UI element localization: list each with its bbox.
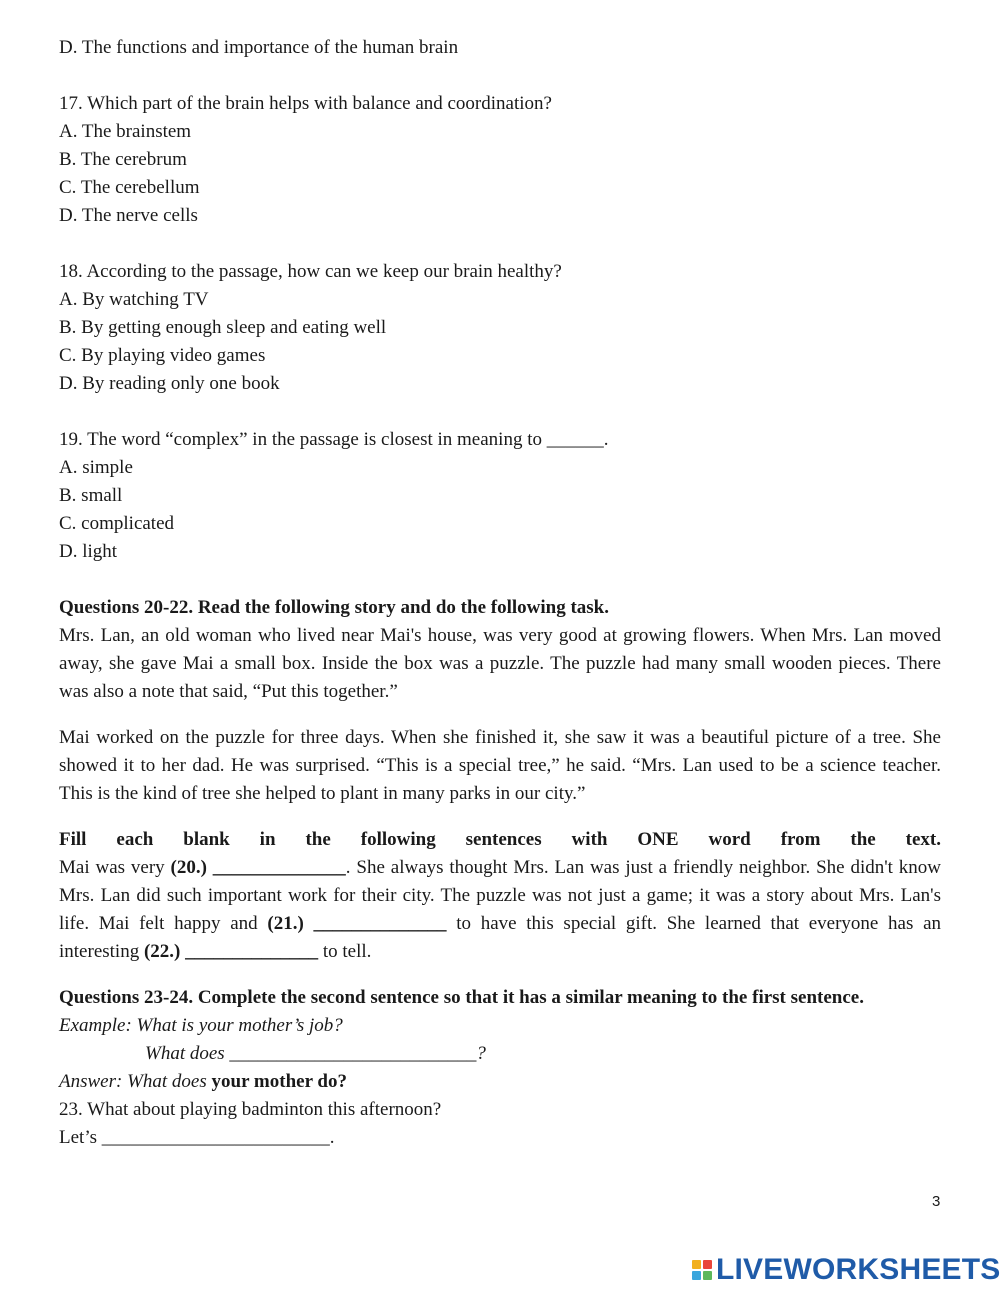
fill-instruction: Fill each blank in the following sentences with ONE word from the text.	[59, 829, 941, 850]
q17-option: C. The cerebellum	[59, 177, 200, 198]
blank-number-20: (20.)	[170, 857, 207, 878]
q19-option: B. small	[59, 485, 123, 506]
answer-bold: your mother do?	[211, 1071, 347, 1092]
q23-rewrite-blank[interactable]: Let’s ________________________.	[59, 1127, 335, 1148]
question-19	[59, 426, 941, 566]
page-number: 3	[932, 1193, 941, 1210]
logo-block	[692, 1260, 701, 1269]
q23-question: 23. What about playing badminton this afternoon?	[59, 1099, 442, 1120]
q18-option: C. By playing video games	[59, 345, 266, 366]
liveworksheets-logo	[692, 1253, 1000, 1287]
blank-number-22: (22.)	[143, 941, 181, 962]
q19-question: 19. The word “complex” in the passage is closest in meaning to ______.	[59, 429, 609, 450]
q18-option: D. By reading only one book	[59, 373, 280, 394]
fill-text: to tell.	[318, 941, 372, 962]
fill-text: to have this special gift. She learned that everyone has an interesting	[59, 913, 942, 962]
logo-text: LIVEWORKSHEETS	[716, 1253, 1000, 1286]
section-23-24	[59, 984, 941, 1152]
logo-block	[703, 1260, 712, 1269]
blank-21[interactable]: ______________	[313, 913, 447, 934]
example-line: Example: What is your mother’s job?	[59, 1015, 343, 1036]
q19-option: C. complicated	[59, 513, 175, 534]
story-paragraph-2: Mai worked on the puzzle for three days. When she finished it, she saw it was a beautiful picture of a tree. She showed it to her dad. He was surprised. “This is a special tree,” he said. “Mrs. Lan used to be a science teacher. This is the kind of tree she helped to plant in many parks in our city.”	[59, 727, 941, 804]
q16-option-d: D. The functions and importance of the human brain	[59, 37, 459, 58]
fill-text: Mai was very	[59, 857, 171, 878]
logo-blocks-icon	[692, 1260, 712, 1280]
story-paragraph-1: Mrs. Lan, an old woman who lived near Mai's house, was very good at growing flowers. When Mrs. Lan moved away, she gave Mai a small box. Inside the box was a puzzle. The puzzle had many small wooden pieces. There was also a note that said, “Put this together.”	[59, 625, 941, 702]
fill-text: . She always thought Mrs. Lan was just a friendly neighbor. She didn't know Mrs. Lan did such important work for their city. The puzzle was not just a game; it was a story about Mrs. Lan's life. Mai felt happy and	[59, 857, 942, 934]
q17-option: B. The cerebrum	[59, 149, 187, 170]
question-18	[59, 258, 941, 398]
q18-option: B. By getting enough sleep and eating well	[59, 317, 387, 338]
logo-block	[692, 1271, 701, 1280]
q19-option: A. simple	[59, 457, 133, 478]
logo-block	[703, 1271, 712, 1280]
blank-20[interactable]: ______________	[212, 857, 346, 878]
answer-prefix: Answer: What does	[59, 1071, 212, 1092]
q18-question: 18. According to the passage, how can we keep our brain healthy?	[59, 261, 562, 282]
question-17	[59, 90, 941, 230]
answer-line	[59, 1068, 941, 1096]
q17-option: A. The brainstem	[59, 121, 192, 142]
section-23-24-heading: Questions 23-24. Complete the second sentence so that it has a similar meaning to the first sentence.	[59, 987, 864, 1008]
blank-number-21: (21.)	[267, 913, 304, 934]
q17-option: D. The nerve cells	[59, 205, 198, 226]
fill-paragraph	[59, 854, 941, 966]
section-20-22-heading: Questions 20-22. Read the following story and do the following task.	[59, 597, 609, 618]
section-20-22	[59, 594, 941, 966]
blank-22[interactable]: ______________	[185, 941, 319, 962]
q18-option: A. By watching TV	[59, 289, 209, 310]
q17-question: 17. Which part of the brain helps with balance and coordination?	[59, 93, 552, 114]
q19-option: D. light	[59, 541, 118, 562]
example-rewrite: What does __________________________?	[145, 1043, 486, 1064]
worksheet-page	[59, 34, 941, 1152]
